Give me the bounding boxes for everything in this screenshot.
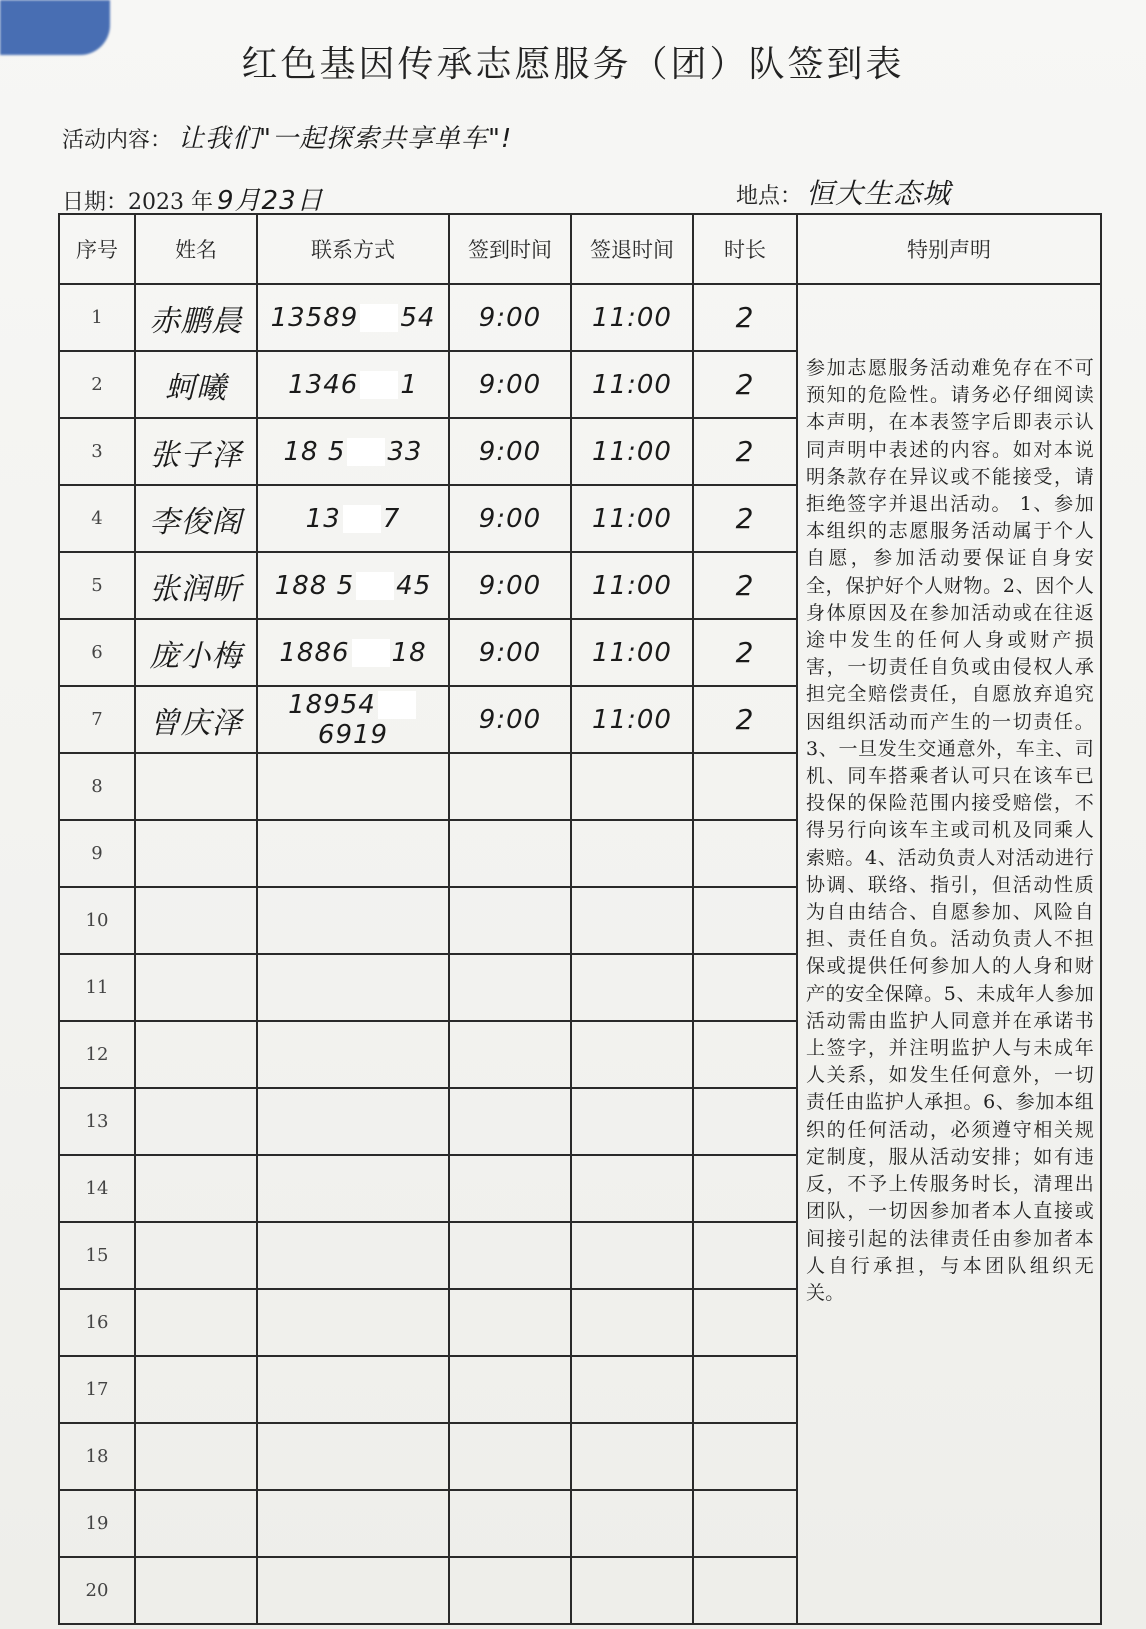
row-sign-in: [449, 1557, 571, 1624]
row-sign-out: 11:00: [571, 351, 693, 418]
row-seq: 16: [59, 1289, 135, 1356]
row-phone: [257, 1423, 449, 1490]
row-sign-in: [449, 820, 571, 887]
header-duration: 时长: [693, 214, 797, 284]
row-phone: [257, 887, 449, 954]
place-label: 地点：: [736, 184, 803, 209]
header-seq: 序号: [59, 214, 135, 284]
row-sign-out: [571, 1088, 693, 1155]
row-sign-in: [449, 1356, 571, 1423]
row-phone: [257, 619, 449, 686]
redaction-block: [347, 438, 385, 466]
row-name: 李俊阁: [135, 485, 257, 552]
row-name: 张子泽: [135, 418, 257, 485]
redaction-block: [360, 371, 398, 399]
row-sign-in: [449, 753, 571, 820]
row-duration: [693, 1423, 797, 1490]
row-duration: 2: [693, 485, 797, 552]
row-sign-out: 11:00: [571, 284, 693, 351]
row-name: [135, 820, 257, 887]
phone-head: 188 5: [274, 570, 355, 601]
table-row: [59, 284, 1101, 351]
row-phone: [257, 351, 449, 418]
row-name: [135, 1423, 257, 1490]
row-sign-out: [571, 1155, 693, 1222]
row-sign-out: 11:00: [571, 418, 693, 485]
page-title: 红色基因传承志愿服务（团）队签到表: [241, 44, 905, 85]
row-name: [135, 753, 257, 820]
redaction-block: [343, 505, 381, 533]
row-phone: [257, 954, 449, 1021]
row-seq: 12: [59, 1021, 135, 1088]
row-sign-in: [449, 1021, 571, 1088]
row-duration: [693, 1557, 797, 1624]
date-label: 日期：2023 年: [62, 190, 213, 215]
row-duration: [693, 1356, 797, 1423]
row-name: 张润昕: [135, 552, 257, 619]
row-seq: 7: [59, 686, 135, 753]
row-sign-out: [571, 1557, 693, 1624]
row-phone: [257, 820, 449, 887]
row-seq: 10: [59, 887, 135, 954]
row-duration: [693, 1155, 797, 1222]
row-sign-out: [571, 1021, 693, 1088]
row-name: [135, 1289, 257, 1356]
redaction-block: [356, 572, 394, 600]
row-name: [135, 1155, 257, 1222]
sign-in-table: [58, 213, 1102, 1625]
row-sign-in: 9:00: [449, 619, 571, 686]
row-seq: 8: [59, 753, 135, 820]
row-phone: [257, 284, 449, 351]
phone-tail: 18: [391, 637, 427, 668]
phone-tail: 54: [400, 302, 436, 333]
row-name: [135, 1088, 257, 1155]
row-phone: [257, 485, 449, 552]
phone-tail: 7: [382, 503, 401, 534]
row-sign-out: 11:00: [571, 485, 693, 552]
row-duration: [693, 753, 797, 820]
row-seq: 20: [59, 1557, 135, 1624]
header-sign-in-time: 签到时间: [449, 214, 571, 284]
row-seq: 4: [59, 485, 135, 552]
row-duration: 2: [693, 418, 797, 485]
row-sign-in: [449, 1222, 571, 1289]
row-name: 赤鹏晨: [135, 284, 257, 351]
row-duration: [693, 1490, 797, 1557]
row-sign-out: 11:00: [571, 619, 693, 686]
row-name: [135, 1356, 257, 1423]
row-sign-in: [449, 1088, 571, 1155]
row-sign-in: [449, 1289, 571, 1356]
row-seq: 19: [59, 1490, 135, 1557]
row-name: [135, 1021, 257, 1088]
row-sign-in: 9:00: [449, 686, 571, 753]
row-duration: [693, 1088, 797, 1155]
row-name: [135, 1222, 257, 1289]
phone-head: 13589: [270, 302, 359, 333]
redaction-block: [352, 639, 390, 667]
row-name: [135, 1557, 257, 1624]
row-seq: 17: [59, 1356, 135, 1423]
row-phone: [257, 1490, 449, 1557]
row-sign-out: [571, 753, 693, 820]
row-sign-in: [449, 1155, 571, 1222]
row-sign-out: [571, 1423, 693, 1490]
row-seq: 2: [59, 351, 135, 418]
row-duration: 2: [693, 686, 797, 753]
row-sign-out: [571, 1356, 693, 1423]
phone-tail: 1: [400, 369, 418, 400]
header-sign-out-time: 签退时间: [571, 214, 693, 284]
row-sign-out: [571, 954, 693, 1021]
phone-tail: 6919: [317, 719, 389, 750]
row-phone: [257, 1088, 449, 1155]
row-duration: 2: [693, 284, 797, 351]
special-notice: 参加志愿服务活动难免存在不可预知的危险性。请务必仔细阅读本声明，在本表签字后即表示认同声明中表述的内容。如对本说明条款存在异议或不能接受，请拒绝签字并退出活动。 1、参加本组织的志愿服务活动属于个人自愿，参加活动要保证自身安全，保护好个人财物。2、因个人身体原因及在参加活动或在往返途中发生的任何人身或财产损害，一切责任自负或由侵权人承担完全赔偿责任，自愿放弃追究因组织活动而产生的一切责任。3、一旦发生交通意外，车主、司机、同车搭乘者认可只在该车已投保的保险范围内接受赔偿，不得另行向该车主或司机及同乘人索赔。4、活动负责人对活动进行协调、联络、指引，但活动性质为自由结合、自愿参加、风险自担、责任自负。活动负责人不担保或提供任何参加人的人身和财产的安全保障。5、未成年人参加活动需由监护人同意并在承诺书上签字，并注明监护人与未成年人关系，如发生任何意外，一切责任由监护人承担。6、参加本组织的任何活动，必须遵守相关规定制度，服从活动安排；如有违反，不予上传服务时长，清理出团队，一切因参加者本人直接或间接引起的法律责任由参加者本人自行承担，与本团队组织无关。: [797, 284, 1101, 1624]
place-value: 恒大生态城: [806, 177, 952, 210]
row-sign-in: [449, 887, 571, 954]
row-name: 蚵曦: [135, 351, 257, 418]
row-phone: [257, 1557, 449, 1624]
row-seq: 14: [59, 1155, 135, 1222]
row-seq: 5: [59, 552, 135, 619]
redaction-block: [360, 304, 398, 332]
phone-head: 1886: [279, 637, 350, 668]
redaction-block: [378, 691, 416, 719]
date-line: [62, 180, 324, 217]
header-phone: 联系方式: [257, 214, 449, 284]
row-name: [135, 1490, 257, 1557]
row-sign-in: 9:00: [449, 485, 571, 552]
date-value: 9月23日: [216, 186, 324, 216]
row-duration: 2: [693, 351, 797, 418]
row-seq: 13: [59, 1088, 135, 1155]
header-notice: 特别声明: [797, 214, 1101, 284]
row-sign-in: 9:00: [449, 418, 571, 485]
row-name: [135, 954, 257, 1021]
row-name: 曾庆泽: [135, 686, 257, 753]
row-seq: 18: [59, 1423, 135, 1490]
row-phone: [257, 753, 449, 820]
row-sign-out: [571, 887, 693, 954]
row-sign-in: 9:00: [449, 351, 571, 418]
row-phone: [257, 1155, 449, 1222]
phone-tail: 45: [396, 570, 432, 601]
row-name: [135, 887, 257, 954]
row-seq: 15: [59, 1222, 135, 1289]
row-duration: 2: [693, 619, 797, 686]
row-sign-out: 11:00: [571, 686, 693, 753]
row-seq: 1: [59, 284, 135, 351]
row-duration: [693, 954, 797, 1021]
phone-head: 13: [305, 503, 341, 534]
row-sign-in: [449, 1423, 571, 1490]
activity-label: 活动内容：: [62, 128, 173, 153]
activity-line: [62, 118, 512, 155]
row-sign-in: 9:00: [449, 284, 571, 351]
row-duration: [693, 820, 797, 887]
row-duration: [693, 1021, 797, 1088]
row-duration: [693, 1289, 797, 1356]
phone-head: 18 5: [283, 436, 346, 467]
row-phone: [257, 1021, 449, 1088]
row-seq: 3: [59, 418, 135, 485]
row-sign-out: [571, 1289, 693, 1356]
row-phone: [257, 1289, 449, 1356]
row-sign-out: 11:00: [571, 552, 693, 619]
row-duration: [693, 1222, 797, 1289]
row-phone: [257, 1356, 449, 1423]
phone-head: 18954: [288, 689, 376, 720]
row-seq: 11: [59, 954, 135, 1021]
row-phone: [257, 1222, 449, 1289]
row-phone: [257, 418, 449, 485]
phone-head: 1346: [288, 369, 359, 400]
header-name: 姓名: [135, 214, 257, 284]
row-seq: 6: [59, 619, 135, 686]
row-sign-in: [449, 954, 571, 1021]
row-sign-out: [571, 1222, 693, 1289]
row-phone: [257, 686, 449, 753]
activity-value: 让我们"一起探索共享单车"!: [178, 124, 513, 154]
row-duration: [693, 887, 797, 954]
row-sign-in: [449, 1490, 571, 1557]
table-header-row: [59, 214, 1101, 284]
row-phone: [257, 552, 449, 619]
place-line: [736, 172, 951, 212]
row-name: 庞小梅: [135, 619, 257, 686]
row-duration: 2: [693, 552, 797, 619]
row-sign-out: [571, 820, 693, 887]
phone-tail: 33: [387, 436, 423, 467]
row-sign-out: [571, 1490, 693, 1557]
row-seq: 9: [59, 820, 135, 887]
row-sign-in: 9:00: [449, 552, 571, 619]
